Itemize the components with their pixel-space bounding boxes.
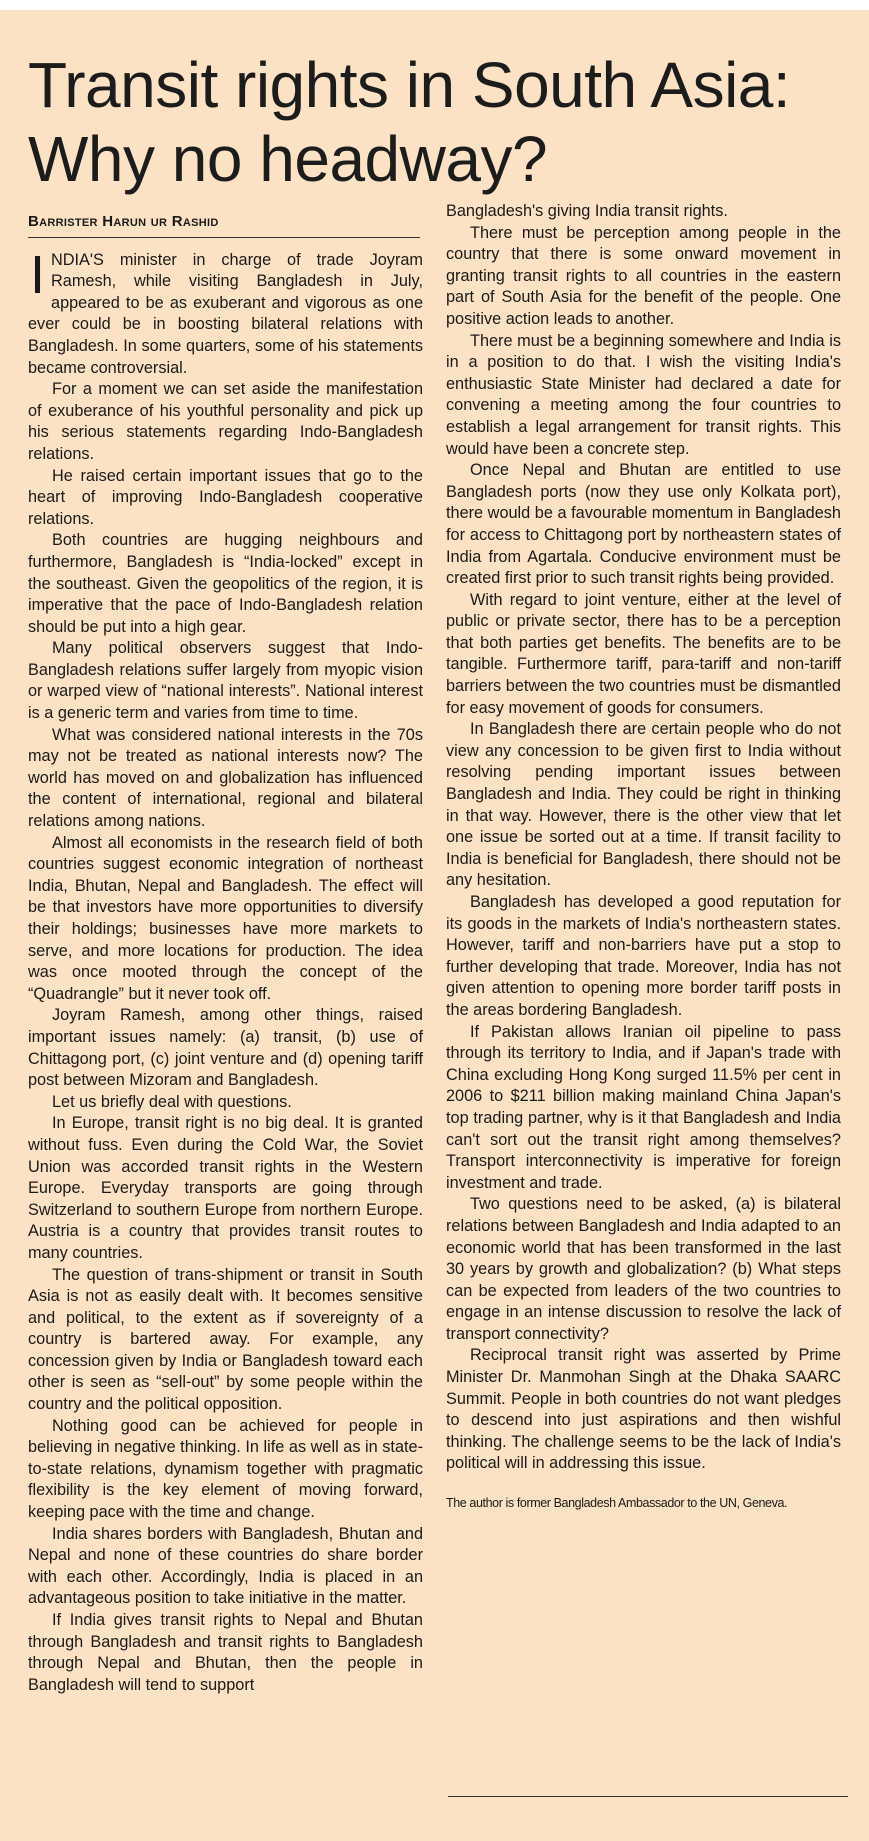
drop-cap: I [30,244,46,305]
paragraph: For a moment we can set aside the manifestation of exuberance of his youthful personality and pick up his serious statements regarding Indo-Bangladesh relations. [28,380,423,463]
headline-line-1: Transit rights in South Asia: [28,49,791,121]
continued-paragraph: Bangladesh's giving India transit rights. [446,202,728,220]
paragraph: Almost all economists in the research field of both countries suggest economic integration of northeast India, Bhutan, Nepal and Bangladesh. The effect will be that investors have more opportunities to diversify their holdings; businesses have more markets to serve, and more locations for production. The idea was once mooted through the concept of the “Quadrangle” but it never took off. [28,833,423,1003]
paragraph: Let us briefly deal with questions. [52,1092,292,1111]
paragraph: Reciprocal transit right was asserted by Prime Minister Dr. Manmohan Singh at the Dhaka SAARC Summit. People in both countries do not want pledges to descend into just aspirations and then wishful thinking. The challenge seems to be the lack of India's political will in addressing this issue. [446,1346,841,1473]
paragraph: Bangladesh has developed a good reputation for its goods in the markets of India's northeastern states. However, tariff and non-barriers have put a stop to further developing that trade. Moreover, India has not given attention to opening more border tariff posts in the areas bordering Bangladesh. [446,893,841,1019]
paragraph: The question of trans-shipment or transit in South Asia is not as easily dealt with. It becomes sensitive and political, to the extent as if sovereignty of a country is bartered away. For example, any concession given by India or Bangladesh toward each other is seen as “sell-out” by some people within the country and the political opposition. [28,1265,423,1414]
author-byline: Barrister Harun ur Rashid [28,211,420,238]
paragraph: If Pakistan allows Iranian oil pipeline to pass through its territory to India, and if Japan's trade with China excluding Hong Kong surged 11.5% per cent in 2006 to $211 billion making mainland China Japan's top trading partner, why is it that Bangladesh and India can't sort out the transit right among themselves? Transport interconnectivity is imperative for foreign investment and trade. [446,1022,841,1192]
paragraph: What was considered national interests in the 70s may not be treated as national interests now? The world has moved on and globalization has influenced the content of international, regional and bilateral relations among nations. [28,725,423,831]
paragraph: There must be perception among people in the country that there is some onward movement in granting transit rights to all countries in the eastern part of South Asia for the benefit of the people. One positive action leads to another. [446,223,841,328]
right-column [446,201,841,1527]
paragraph: India shares borders with Bangladesh, Bhutan and Nepal and none of these countries do share border with each other. Accordingly, India is placed in an advantageous position to take initiative in the matter. [28,1524,423,1608]
paragraph: He raised certain important issues that go to the heart of improving Indo-Bangladesh cooperative relations. [28,466,423,528]
paragraph: If India gives transit rights to Nepal and Bhutan through Bangladesh and transit rights to Bangladesh through Nepal and Bhutan, then the people in Bangladesh will tend to support [28,1611,423,1694]
author-footnote: The author is former Bangladesh Ambassador to the UN, Geneva. [446,1496,788,1511]
paragraph: Two questions need to be asked, (a) is bilateral relations between Bangladesh and India adapted to an economic world that has been transformed in the last 30 years by growth and globalization? (b) What steps can be expected from leaders of the two countries to engage in an intense discussion to resolve the lack of transport connectivity? [446,1195,841,1343]
paragraph: Nothing good can be achieved for people in believing in negative thinking. In life as well as in state-to-state relations, dynamism together with pragmatic flexibility is the key element of moving forward, keeping pace with the time and change. [28,1416,423,1522]
lead-paragraph-text: NDIA'S minister in charge of trade Joyram Ramesh, while visiting Bangladesh in July, appeared to be as exuberant and vigorous as one ever could be in boosting bilateral relations with Bangladesh. In some quarters, some of his statements became controversial. [28,250,423,377]
paragraph: Joyram Ramesh, among other things, raised important issues namely: (a) transit, (b) use of Chittagong port, (c) joint venture and (d) opening tariff post between Mizoram and Bangladesh. [28,1006,423,1090]
newspaper-page [0,10,869,1841]
paragraph: There must be a beginning somewhere and India is in a position to do that. I wish the visiting India's enthusiastic State Minister had declared a date for convening a meeting among the four countries to establish a legal arrangement for transit rights. This would have been a concrete step. [446,331,841,458]
article-headline [28,48,848,196]
left-column [28,211,423,1696]
paragraph: With regard to joint venture, either at the level of public or private sector, there has to be a perception that both parties get benefits. The benefits are to be tangible. Furthermore tariff, para-tariff and non-tariff barriers between the two countries must be dismantled for easy movement of goods for consumers. [446,590,841,717]
paragraph: In Europe, transit right is no big deal. It is granted without fuss. Even during the Cold War, the Soviet Union was accorded transit rights in the Western Europe. Everyday transports are going through Switzerland to southern Europe from northern Europe. Austria is a country that provides transit routes to many countries. [28,1114,423,1262]
lead-paragraph [28,244,423,380]
paragraph: In Bangladesh there are certain people who do not view any concession to be given first to India without resolving pending important issues between Bangladesh and India. They could be right in thinking in that way. However, there is the other view that let one issue be sorted out at a time. If transit facility to India is beneficial for Bangladesh, there should not be any hesitation. [446,720,841,890]
headline-line-2: Why no headway? [28,123,548,195]
paragraph: Once Nepal and Bhutan are entitled to use Bangladesh ports (now they use only Kolkata port), there would be a favourable momentum in Bangladesh for access to Chittagong port by northeastern states of India from Agartala. Conducive environment must be created first prior to such transit rights being provided. [446,461,841,588]
paragraph: Many political observers suggest that Indo-Bangladesh relations suffer largely from myopic vision or warped view of “national interests”. National interest is a generic term and varies from time to time. [28,639,423,723]
end-of-article-rule [448,1796,848,1797]
paragraph: Both countries are hugging neighbours and furthermore, Bangladesh is “India-locked” except in the southeast. Given the geopolitics of the region, it is imperative that the pace of Indo-Bangladesh relation should be put into a high gear. [28,531,423,636]
